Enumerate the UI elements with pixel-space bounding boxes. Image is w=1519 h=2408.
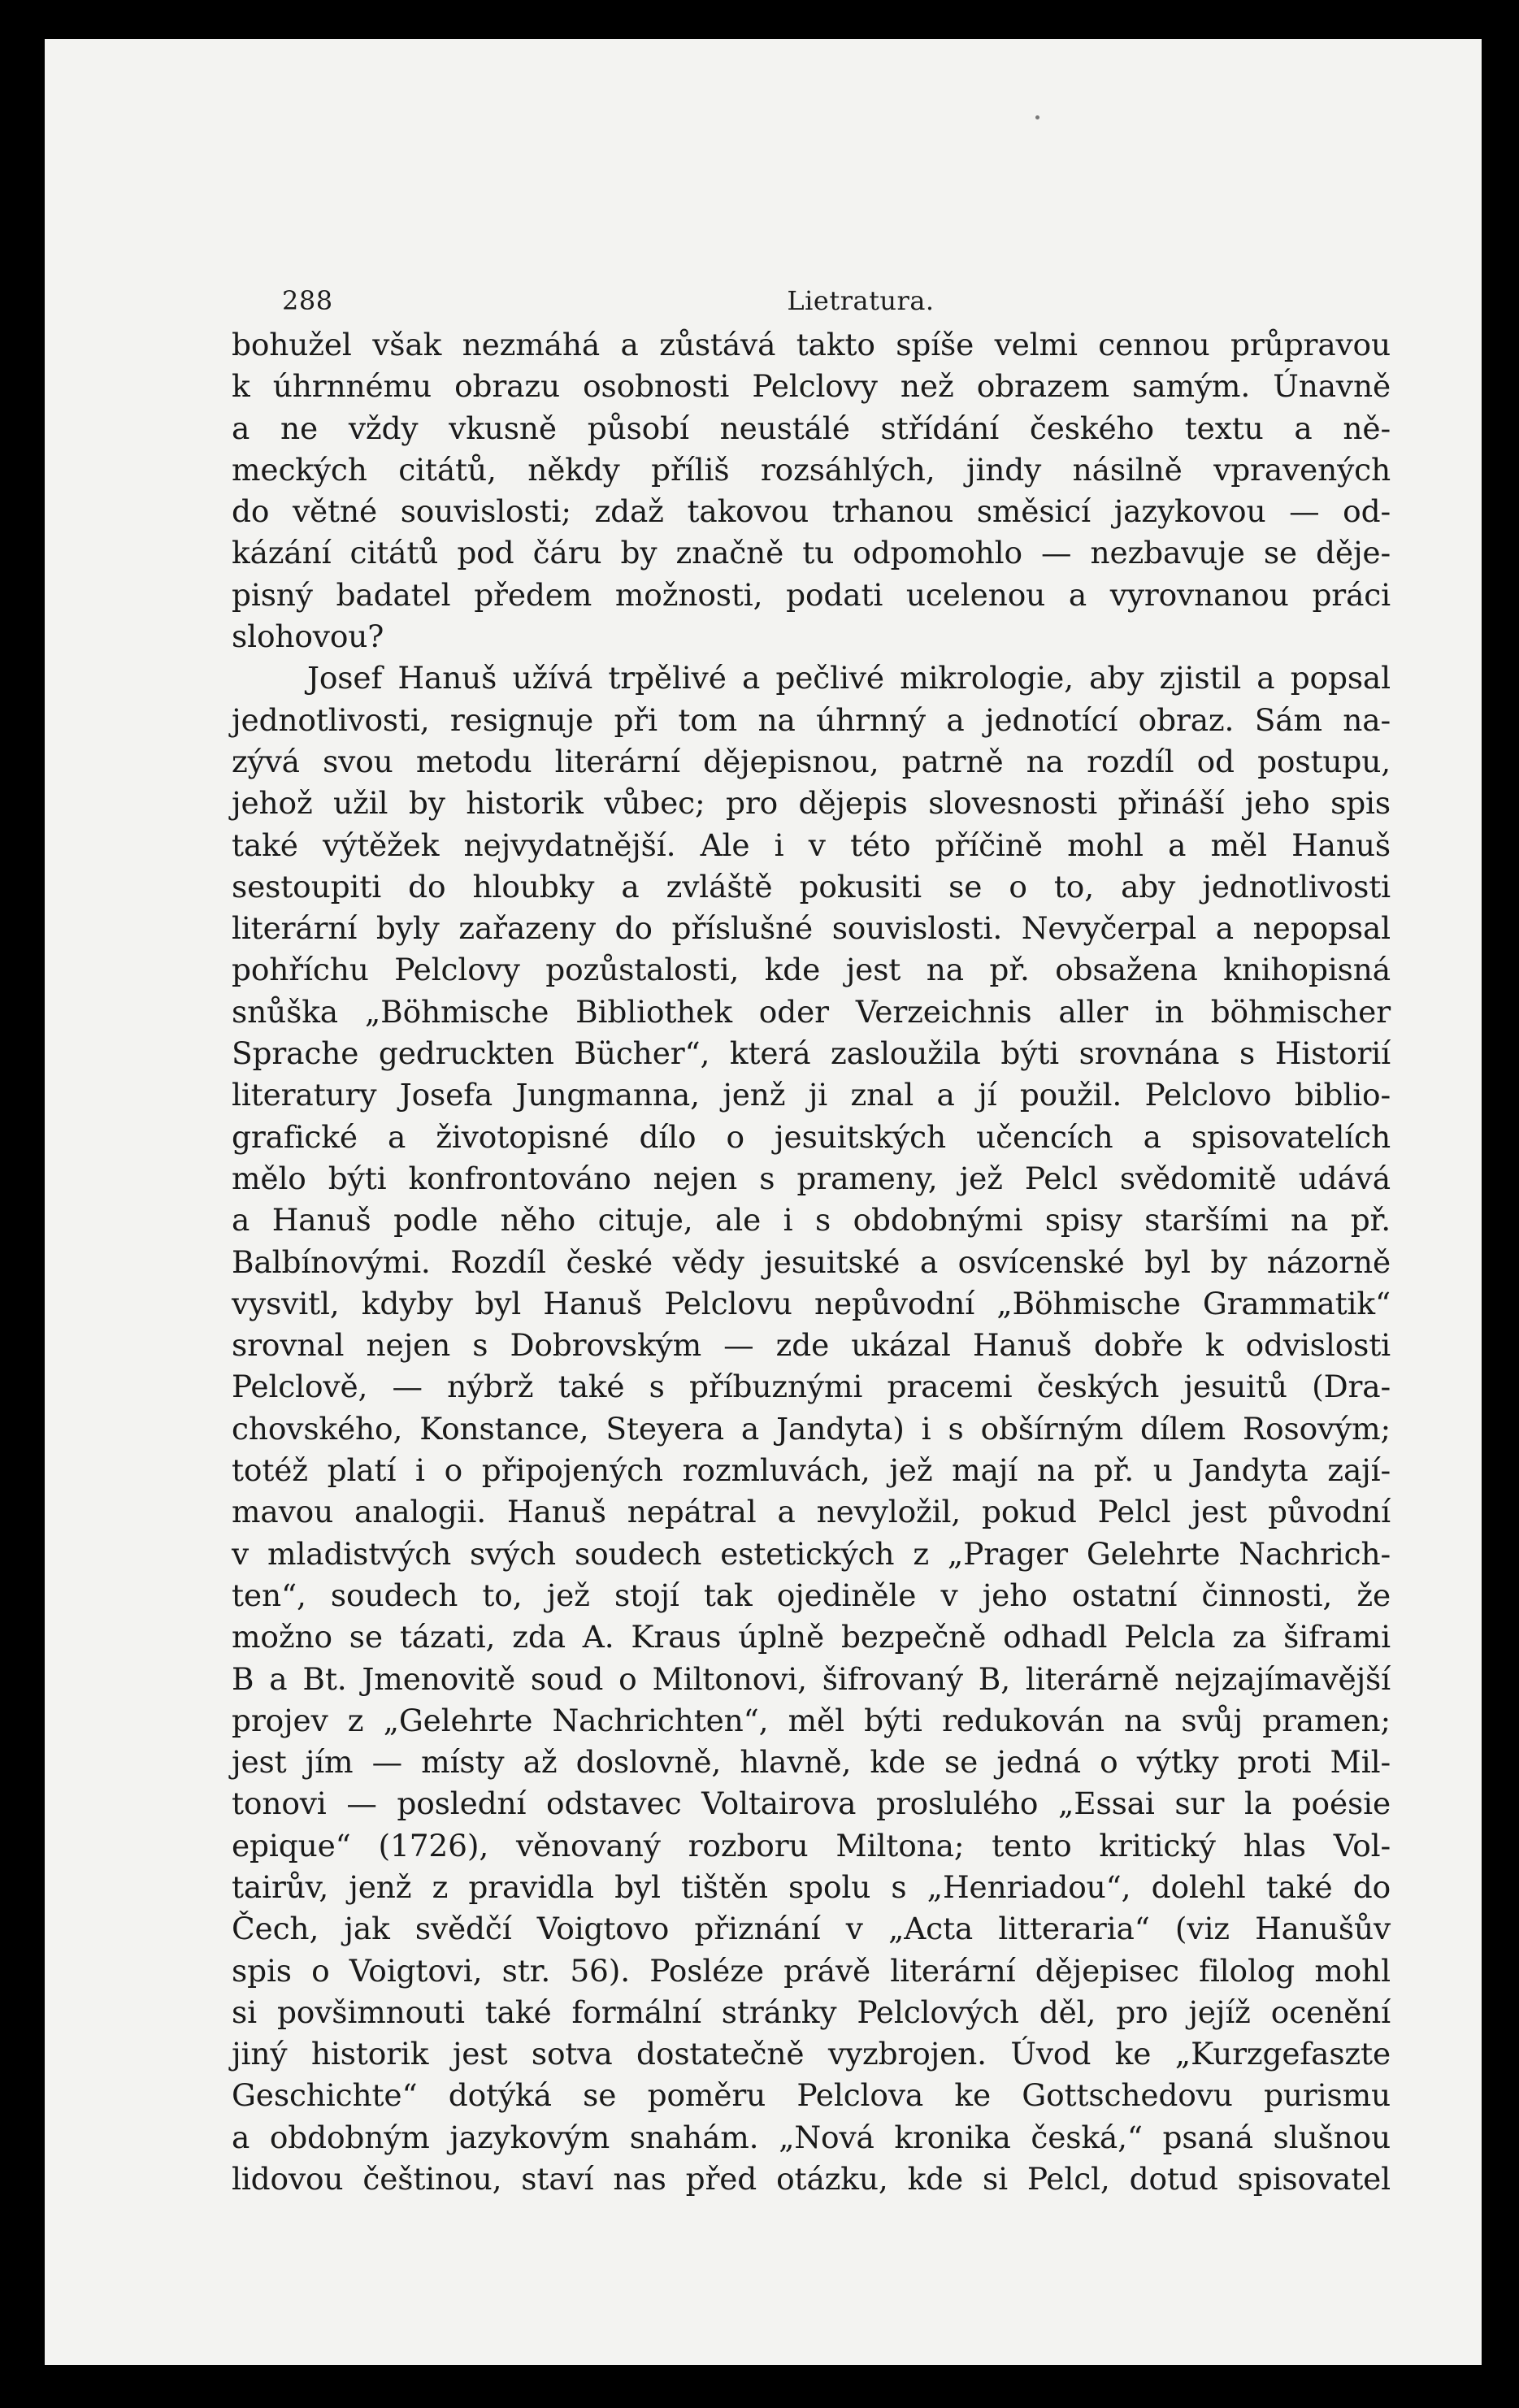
text-line: sestoupiti do hloubky a zvláště pokusiti se o to, aby jednotlivosti [232,868,1391,905]
text-line: a ne vždy vkusně působí neustálé střídání českého textu a ně- [232,410,1391,446]
text-line: si povšimnouti také formální stránky Pelclových děl, pro jejíž ocenění [232,1994,1391,2030]
text-line: snůška „Böhmische Bibliothek oder Verzeichnis aller in böhmischer [232,993,1391,1030]
text-line: meckých citátů, někdy příliš rozsáhlých, jindy násilně vpravených [232,451,1391,488]
text-line: ten“, soudech to, jež stojí tak ojediněle v jeho ostatní činnosti, že [232,1577,1391,1613]
text-line: k úhrnnému obrazu osobnosti Pelclovy než obrazem samým. Únavně [232,368,1391,405]
page-number: 288 [282,285,333,316]
text-line: bohužel však nezmáhá a zůstává takto spíše velmi cennou průpravou [232,327,1391,362]
text-line: slohovou? [232,618,384,655]
text-line: literární byly zařazeny do příslušné souvislosti. Nevyčerpal a nepopsal [232,910,1391,947]
text-line: Čech, jak svědčí Voigtovo přiznání v „Acta litteraria“ (viz Hanušův [232,1911,1391,1947]
text-line: grafické a životopisné dílo o jesuitských učencích a spisovatelích [232,1118,1391,1155]
text-line: lidovou češtinou, staví nas před otázku, kde si Pelcl, dotud spisovatel [232,2161,1391,2198]
text-line: do větné souvislosti; zdaž takovou trhanou směsicí jazykovou — od- [232,493,1391,530]
body-text [232,324,1391,2200]
text-line: tairův, jenž z pravidla byl tištěn spolu s „Henriadou“, dolehl také do [232,1868,1391,1905]
text-line: mělo býti konfrontováno nejen s prameny, jež Pelcl svědomitě udává [232,1160,1391,1196]
text-line: Geschichte“ dotýká se poměru Pelclova ke Gottschedovu purismu [232,2077,1391,2114]
text-line: totéž platí i o připojených rozmluvách, jež mají na př. u Jandyta zají- [232,1452,1391,1489]
text-line: literatury Josefa Jungmanna, jenž ji znal a jí použil. Pelclovo biblio- [232,1077,1391,1113]
text-line: vysvitl, kdyby byl Hanuš Pelclovu nepůvodní „Böhmische Grammatik“ [232,1285,1391,1321]
text-line: Pelclově, — nýbrž také s příbuznými pracemi českých jesuitů (Dra- [232,1369,1391,1405]
text-line: tonovi — poslední odstavec Voltairova proslulého „Essai sur la poésie [232,1785,1391,1822]
text-line: projev z „Gelehrte Nachrichten“, měl býti redukován na svůj pramen; [232,1702,1391,1738]
text-line: a Hanuš podle něho cituje, ale i s obdobnými spisy staršími na př. [232,1202,1391,1239]
text-line: pohříchu Pelclovy pozůstalosti, kde jest na př. obsažena knihopisná [232,952,1391,988]
text-line: zývá svou metodu literární dějepisnou, patrně na rozdíl od postupu, [232,743,1391,779]
text-line: chovského, Konstance, Steyera a Jandyta) i s obšírným dílem Rosovým; [232,1410,1391,1447]
text-line: Balbínovými. Rozdíl české vědy jesuitské a osvícenské byl by názorně [232,1243,1391,1280]
text-line: kázání citátů pod čáru by značně tu odpomohlo — nezbavuje se děje- [232,535,1391,571]
text-line: pisný badatel předem možnosti, podati ucelenou a vyrovnanou práci [232,576,1391,613]
text-line: v mladistvých svých soudech estetických z „Prager Gelehrte Nachrich- [232,1535,1391,1572]
text-line: mavou analogii. Hanuš nepátral a nevyložil, pokud Pelcl jest původní [232,1494,1391,1530]
text-line: Sprache gedruckten Bücher“, která zasloužila býti srovnána s Historií [232,1035,1391,1072]
text-line: epique“ (1726), věnovaný rozboru Miltona; tento kritický hlas Vol- [232,1827,1391,1863]
text-line: jest jím — místy až doslovně, hlavně, kde se jedná o výtky proti Mil- [232,1744,1391,1781]
text-line: srovnal nejen s Dobrovským — zde ukázal Hanuš dobře k odvislosti [232,1327,1391,1364]
paragraph-first-line: Josef Hanuš užívá trpělivé a pečlivé mikrologie, aby zjistil a popsal [307,660,1391,696]
text-line: B a Bt. Jmenovitě soud o Miltonovi, šifrovaný B, literárně nejzajímavější [232,1660,1391,1697]
page-header [282,285,1439,326]
text-line: možno se tázati, zda A. Kraus úplně bezpečně odhadl Pelcla za šiframi [232,1619,1391,1655]
running-title: Lietratura. [787,285,935,316]
speck-mark [1035,115,1039,119]
text-line: spis o Voigtovi, str. 56). Posléze právě literární dějepisec filolog mohl [232,1952,1391,1989]
text-line: také výtěžek nejvydatnější. Ale i v této příčině mohl a měl Hanuš [232,827,1391,863]
text-line: jiný historik jest sotva dostatečně vyzbrojen. Úvod ke „Kurzgefaszte [232,2036,1391,2072]
text-line: jednotlivosti, resignuje při tom na úhrnný a jednotící obraz. Sám na- [232,701,1391,738]
text-line: a obdobným jazykovým snahám. „Nová kronika česká,“ psaná slušnou [232,2119,1391,2155]
text-line: jehož užil by historik vůbec; pro dějepis slovesnosti přináší jeho spis [232,785,1391,822]
